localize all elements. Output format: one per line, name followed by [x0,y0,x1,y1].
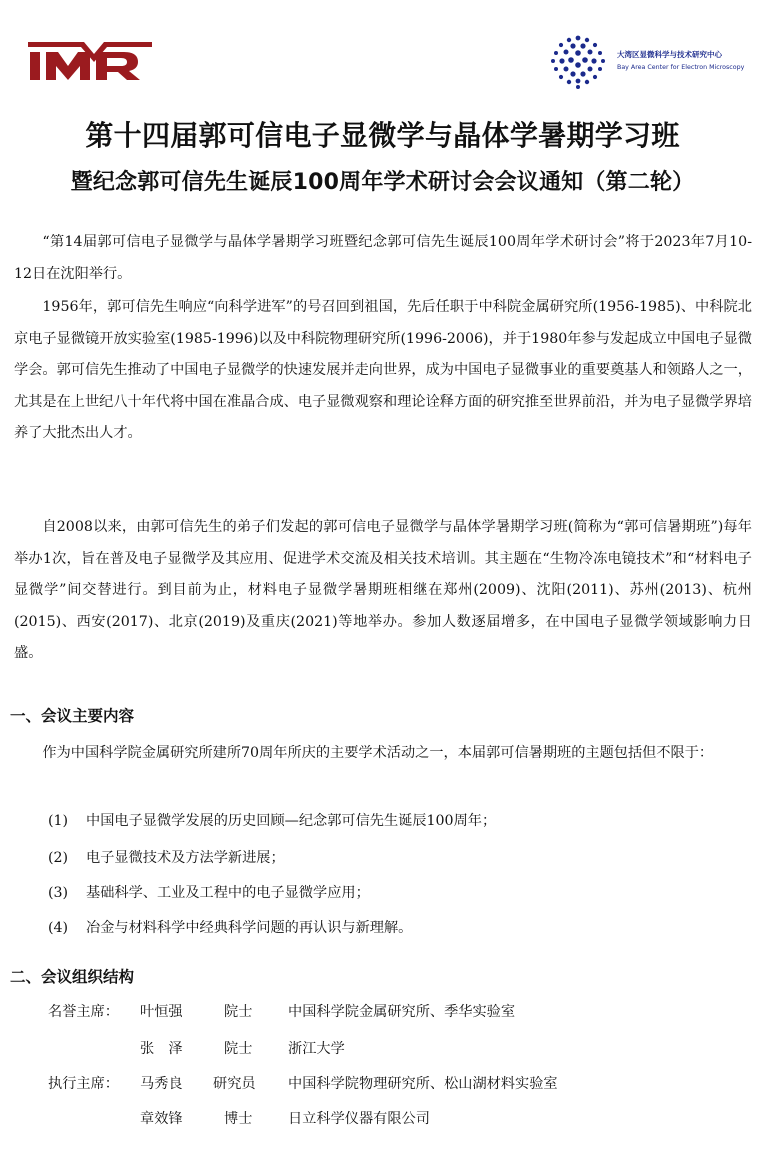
topic-text: 电子显微技术及方法学新进展； [86,850,285,866]
page-subtitle: 暨纪念郭可信先生诞辰100周年学术研讨会会议通知（第二轮） [70,170,695,195]
center-name-en: Bay Area Center for Electron Microscopy [617,64,745,71]
honorary-chair-label: 名誉主席： [48,1004,119,1020]
intro-paragraph-3: 自2008以来，由郭可信先生的弟子们发起的郭可信电子显微学与晶体学暑期学习班(简称为“郭可信暑期班”)每年举办1次，旨在普及电子显微学及其应用、促进学术交流及相关技术培训。其主题在“生物冷冻电镜技术”和“材料电子显微学”间交替进行。到目前为止，材料电子显微学暑期班相继在郑州(2009)、沈阳(2011)、苏州(2013)、杭州(2015)、西安(2017)、北京(2019)及重庆(2021)等地举办。参加人数逐届增多，在中国电子显微学领域影响力日盛。 [14,519,752,662]
person-name: 叶恒强 [140,1004,183,1020]
person-title: 院士 [224,1041,253,1057]
topic-number: (2) [48,850,69,866]
person-name: 章效锋 [140,1111,183,1127]
topic-item [48,917,412,937]
svg-text:IMR: IMR [228,76,231,77]
person-affiliation: 日立科学仪器有限公司 [288,1111,430,1127]
person-affiliation: 中国科学院物理研究所、松山湖材料实验室 [288,1076,558,1092]
topic-number: (4) [48,920,69,936]
person-title: 博士 [224,1111,253,1127]
person-title: 研究员 [213,1076,256,1092]
person-affiliation: 中国科学院金属研究所、季华实验室 [288,1004,516,1020]
person-name: 马秀良 [140,1076,183,1092]
section1-intro: 作为中国科学院金属研究所建所70周年所庆的主要学术活动之一，本届郭可信暑期班的主题包括但不限于： [42,745,714,761]
bay-area-logo [547,30,757,92]
topic-text: 中国电子显微学发展的历史回顾—纪念郭可信先生诞辰100周年； [86,813,497,829]
topic-number: (1) [48,813,69,829]
intro-paragraph-1: “第14届郭可信电子显微学与晶体学暑期学习班暨纪念郭可信先生诞辰100周年学术研讨会”将于2023年7月10-12日在沈阳举行。 [14,234,752,282]
intro-paragraph-2: 1956年，郭可信先生响应“向科学进军”的号召回到祖国，先后任职于中科院金属研究所(1956-1985)、中科院北京电子显微镜开放实验室(1985-1996)以及中科院物理研究所(1996-2006)，并于1980年参与发起成立中国电子显微学会。郭可信先生推动了中国电子显微学的快速发展并走向世界，成为中国电子显微事业的重要奠基人和领路人之一，尤其是在上世纪八十年代将中国在准晶合成、电子显微观察和理论诠释方面的研究推至世界前沿，并为电子显微学界培养了大批杰出人才。 [14,299,752,442]
section-heading-organization: 二、会议组织结构 [10,968,135,986]
dot-sphere-icon [547,32,609,90]
section-heading-main-content: 一、会议主要内容 [10,707,135,725]
topic-text: 冶金与材料科学中经典科学问题的再认识与新理解。 [86,920,413,936]
topic-text: 基础科学、工业及工程中的电子显微学应用； [86,885,370,901]
center-name-cn: 大湾区显微科学与技术研究中心 [617,50,722,59]
topic-item [48,847,285,867]
topic-item [48,882,370,902]
person-title: 院士 [224,1004,253,1020]
imr-logo [28,36,231,82]
person-name: 张 泽 [140,1041,183,1057]
person-affiliation: 浙江大学 [288,1041,345,1057]
page-title: 第十四届郭可信电子显微学与晶体学暑期学习班 [85,119,680,152]
topic-item [48,810,496,830]
topic-number: (3) [48,885,69,901]
executive-chair-label: 执行主席： [48,1076,119,1092]
